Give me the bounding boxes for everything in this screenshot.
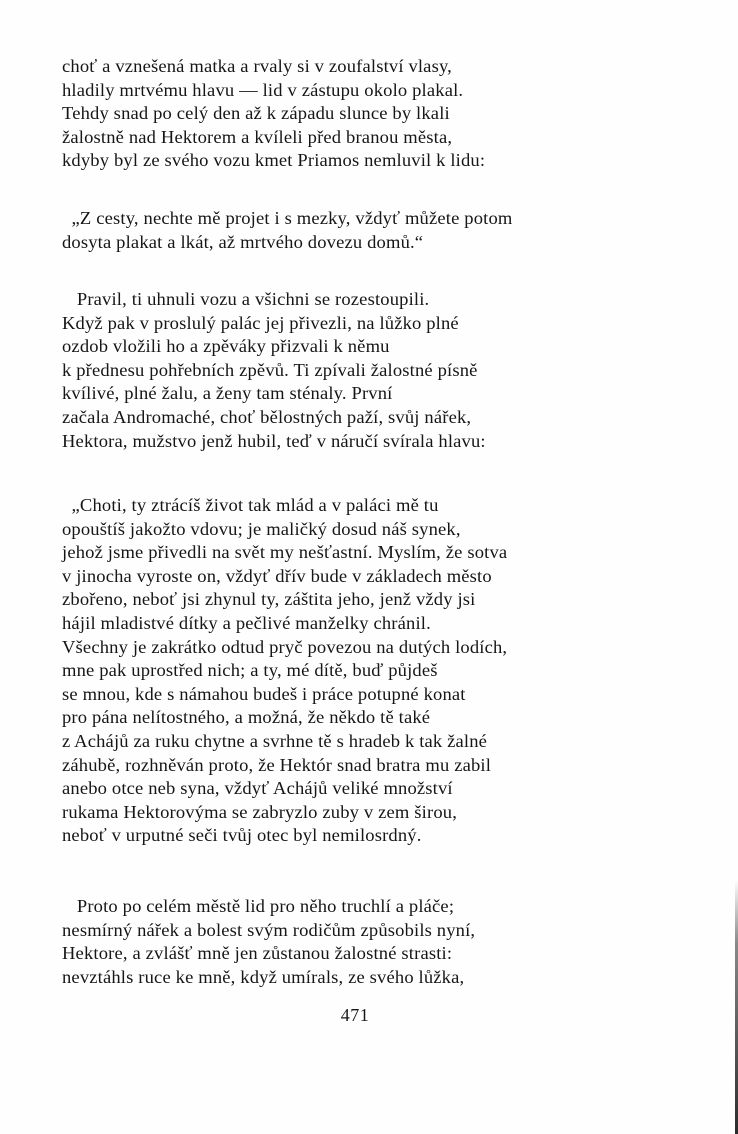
- verse-line: „Z cesty, nechte mě projet i s mezky, vždyť můžete potom: [71, 208, 513, 228]
- verse-line: z Achájů za ruku chytne a svrhne tě s hradeb k tak žalné: [62, 730, 488, 751]
- stanza-2: [62, 207, 702, 254]
- stanza-4: [62, 494, 702, 848]
- verse-line: mne pak uprostřed nich; a ty, mé dítě, buď půjdeš: [62, 660, 438, 681]
- verse-line: začala Andromaché, choť bělostných paží, svůj nářek,: [62, 406, 472, 427]
- verse-line: nevztáhls ruce ke mně, když umírals, ze svého lůžka,: [62, 966, 465, 987]
- verse-line: rukama Hektorovýma se zabryzlo zuby v zem širou,: [62, 801, 457, 822]
- stanza-1: [62, 55, 702, 173]
- verse-line: Hektora, mužstvo jenž hubil, teď v náručí svírala hlavu:: [62, 430, 486, 451]
- stanza-3: [62, 288, 702, 453]
- verse-line: kvílivé, plné žalu, a ženy tam sténaly. První: [62, 383, 393, 404]
- verse-line: ozdob vložili ho a zpěváky přizvali k němu: [62, 336, 390, 357]
- verse-line: Když pak v proslulý palác jej přivezli, na lůžko plné: [62, 312, 459, 333]
- verse-line: kdyby byl ze svého vozu kmet Priamos nemluvil k lidu:: [62, 150, 486, 171]
- verse-line: pro pána nelítostného, a možná, že někdo tě také: [62, 707, 431, 728]
- verse-line: žalostně nad Hektorem a kvíleli před branou města,: [62, 126, 453, 147]
- verse-line: hladily mrtvému hlavu — lid v zástupu okolo plakal.: [62, 79, 464, 100]
- verse-line: Tehdy snad po celý den až k západu slunce by lkali: [62, 103, 450, 124]
- verse-line: choť a vznešená matka a rvaly si v zoufalství vlasy,: [62, 56, 452, 76]
- verse-line: opouštíš jakožto vdovu; je maličký dosud náš synek,: [62, 518, 461, 539]
- verse-line: anebo otce neb syna, vždyť Achájů veliké množství: [62, 778, 453, 799]
- verse-line: neboť v urputné seči tvůj otec byl nemilosrdný.: [62, 825, 422, 846]
- verse-line: v jinocha vyroste on, vždyť dřív bude v základech město: [62, 565, 492, 586]
- verse-line: dosyta plakat a lkát, až mrtvého dovezu domů.“: [62, 231, 424, 252]
- verse-line: záhubě, rozhněván proto, že Hektór snad bratra mu zabil: [62, 754, 492, 775]
- verse-line: hájil mladistvé dítky a pečlivé manželky chránil.: [62, 612, 431, 633]
- page-number: 471: [340, 1005, 370, 1025]
- verse-line: nesmírný nářek a bolest svým rodičům způsobils nyní,: [62, 919, 476, 940]
- verse-line: Hektore, a zvlášť mně jen zůstanou žalostné strasti:: [62, 943, 453, 964]
- stanza-5: [62, 895, 702, 989]
- verse-line: „Choti, ty ztrácíš život tak mlád a v paláci mě tu: [71, 495, 439, 515]
- verse-line: se mnou, kde s námahou budeš i práce potupné konat: [62, 683, 466, 704]
- verse-line: zbořeno, neboť jsi zhynul ty, záštita jeho, jenž vždy jsi: [62, 589, 476, 610]
- verse-line: Proto po celém městě lid pro něho truchlí a pláče;: [76, 896, 455, 916]
- verse-line: jehož jsme přivedli na svět my nešťastní. Myslím, že sotva: [62, 542, 508, 563]
- verse-line: Pravil, ti uhnuli vozu a všichni se rozestoupili.: [76, 289, 430, 309]
- verse-line: k přednesu pohřebních zpěvů. Ti zpívali žalostné písně: [62, 359, 478, 380]
- verse-line: Všechny je zakrátko odtud pryč povezou na dutých lodích,: [62, 636, 508, 657]
